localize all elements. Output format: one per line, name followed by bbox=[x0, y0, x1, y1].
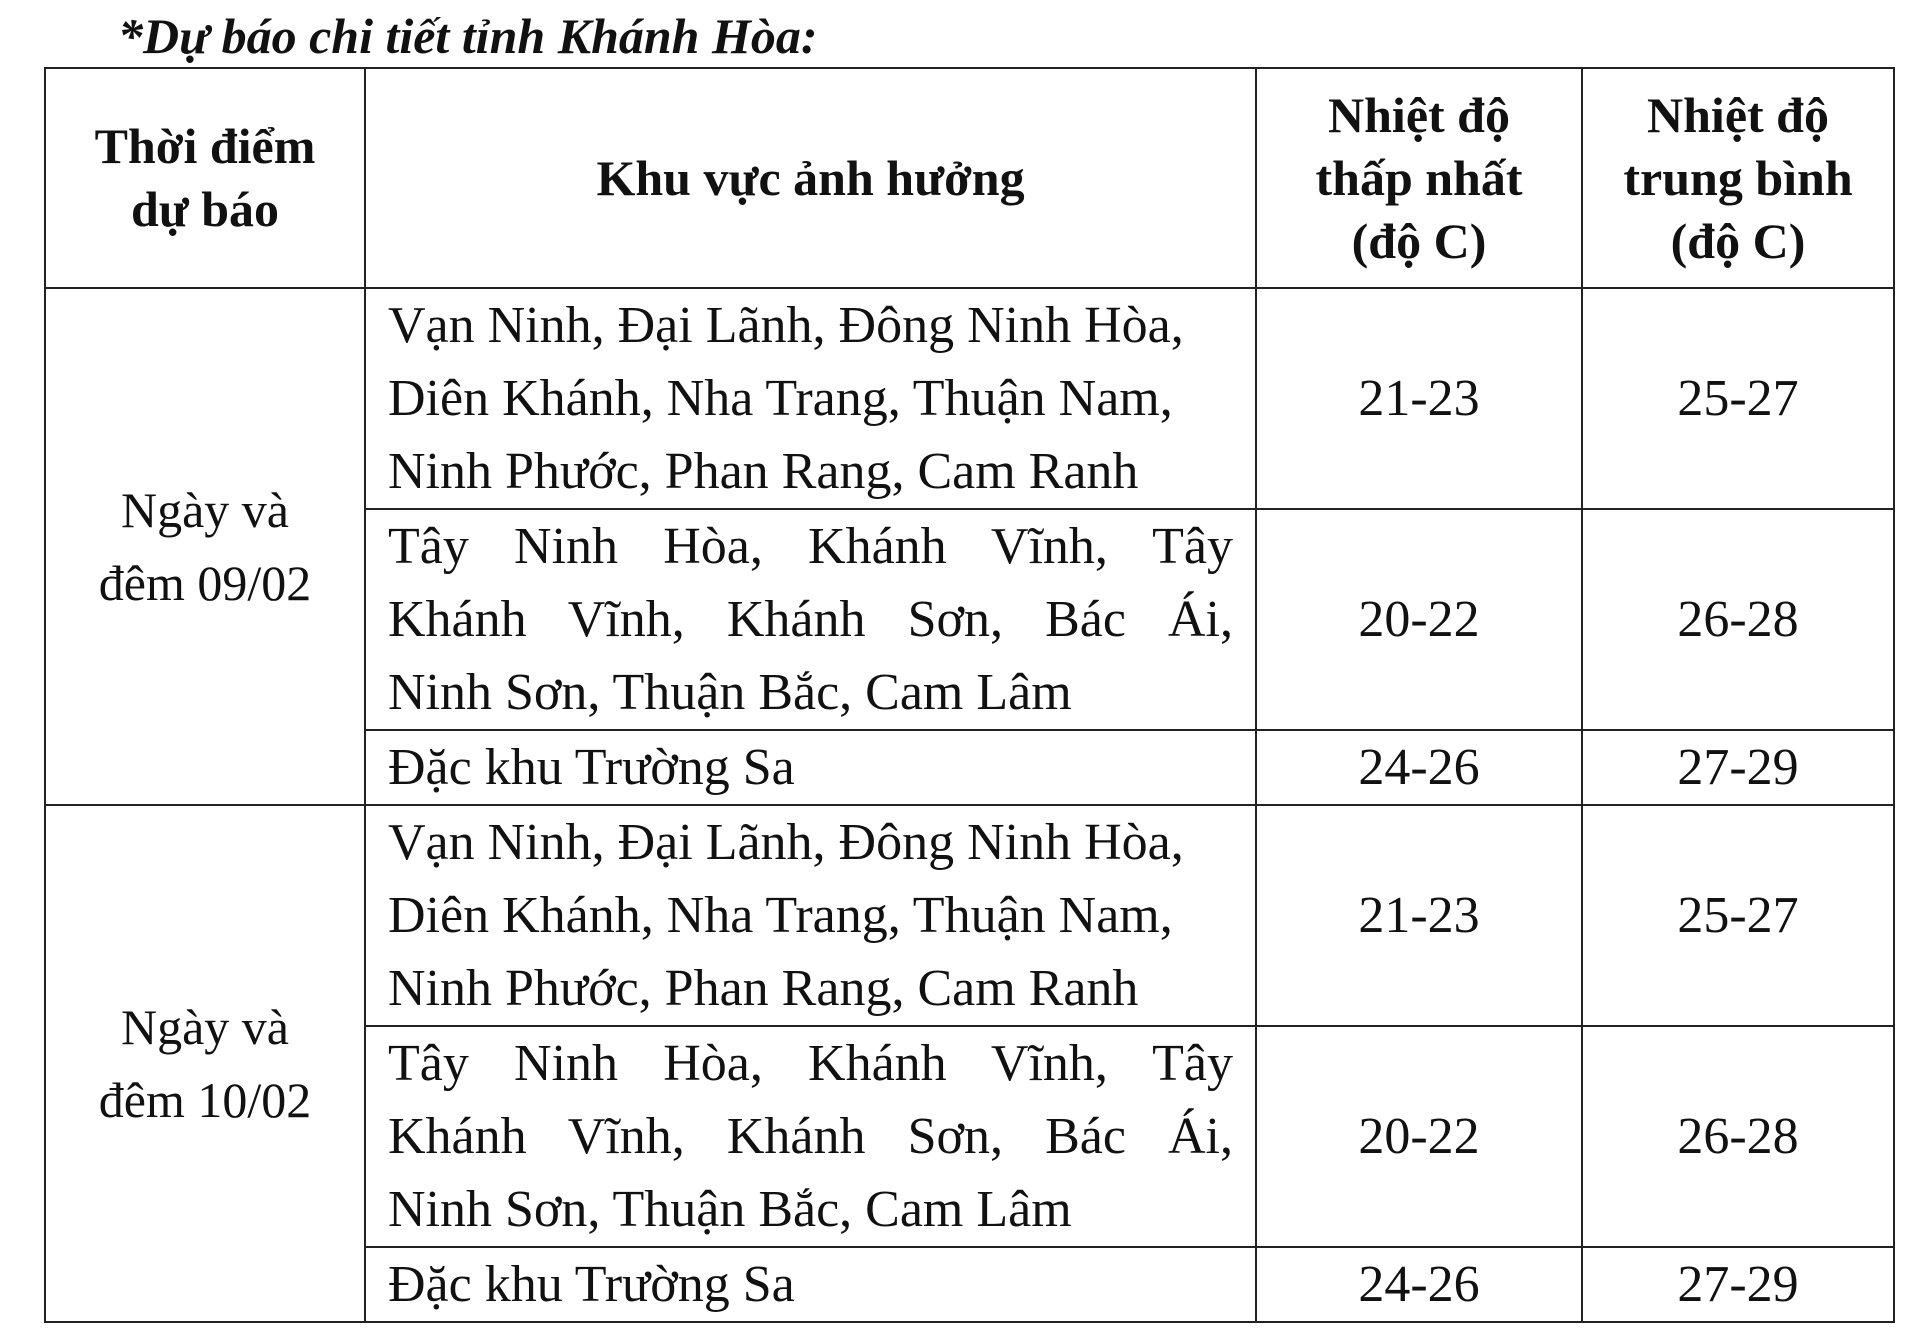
avg-temp-cell: 25-27 bbox=[1582, 288, 1894, 509]
forecast-table bbox=[44, 67, 1895, 1323]
header-avg-temp-line: trung bình bbox=[1623, 149, 1853, 206]
avg-temp-cell: 26-28 bbox=[1582, 1026, 1894, 1247]
area-line: Ninh Sơn, Thuận Bắc, Cam Lâm bbox=[388, 1181, 1072, 1238]
time-line: Ngày và bbox=[121, 481, 289, 538]
min-temp-cell: 20-22 bbox=[1256, 509, 1582, 730]
header-time-line: dự báo bbox=[130, 181, 280, 237]
area-cell bbox=[365, 1247, 1256, 1322]
avg-temp-cell: 25-27 bbox=[1582, 805, 1894, 1026]
area-line: Đặc khu Trường Sa bbox=[388, 1256, 795, 1313]
avg-temp-cell: 26-28 bbox=[1582, 509, 1894, 730]
header-min-temp-line: (độ C) bbox=[1351, 212, 1487, 269]
min-temp-cell: 24-26 bbox=[1256, 730, 1582, 805]
area-cell bbox=[365, 509, 1256, 730]
time-line: đêm 09/02 bbox=[98, 554, 312, 611]
min-temp-cell: 21-23 bbox=[1256, 805, 1582, 1026]
area-line: Ninh Phước, Phan Rang, Cam Ranh bbox=[388, 960, 1139, 1017]
header-row bbox=[45, 68, 1894, 288]
area-cell bbox=[365, 730, 1256, 805]
table-row bbox=[45, 805, 1894, 1026]
area-line: Diên Khánh, Nha Trang, Thuận Nam, bbox=[388, 370, 1173, 427]
min-temp-cell: 21-23 bbox=[1256, 288, 1582, 509]
header-avg-temp-line: (độ C) bbox=[1670, 212, 1806, 269]
time-line: đêm 10/02 bbox=[98, 1071, 312, 1128]
header-time-line: Thời điểm bbox=[94, 118, 316, 174]
header-time bbox=[45, 68, 365, 288]
area-line: Vạn Ninh, Đại Lãnh, Đông Ninh Hòa, bbox=[388, 297, 1184, 354]
area-cell bbox=[365, 805, 1256, 1026]
header-area-label: Khu vực ảnh hưởng bbox=[596, 149, 1025, 206]
header-min-temp-line: thấp nhất bbox=[1315, 149, 1523, 206]
page-heading: *Dự báo chi tiết tỉnh Khánh Hòa: bbox=[118, 8, 818, 64]
area-cell bbox=[365, 288, 1256, 509]
time-cell bbox=[45, 805, 365, 1322]
header-min-temp-line: Nhiệt độ bbox=[1328, 86, 1510, 143]
area-line: Ninh Sơn, Thuận Bắc, Cam Lâm bbox=[388, 664, 1072, 721]
time-cell bbox=[45, 288, 365, 805]
area-line: Tây Ninh Hòa, Khánh Vĩnh, Tây bbox=[388, 518, 1233, 575]
table-row bbox=[45, 288, 1894, 509]
avg-temp-cell: 27-29 bbox=[1582, 1247, 1894, 1322]
header-avg-temp bbox=[1582, 68, 1894, 288]
avg-temp-cell: 27-29 bbox=[1582, 730, 1894, 805]
area-cell bbox=[365, 1026, 1256, 1247]
header-min-temp bbox=[1256, 68, 1582, 288]
area-line: Đặc khu Trường Sa bbox=[388, 739, 795, 796]
min-temp-cell: 24-26 bbox=[1256, 1247, 1582, 1322]
time-line: Ngày và bbox=[121, 998, 289, 1055]
area-line: Khánh Vĩnh, Khánh Sơn, Bác Ái, bbox=[388, 1108, 1233, 1165]
area-line: Diên Khánh, Nha Trang, Thuận Nam, bbox=[388, 887, 1173, 944]
min-temp-cell: 20-22 bbox=[1256, 1026, 1582, 1247]
header-avg-temp-line: Nhiệt độ bbox=[1647, 86, 1829, 143]
area-line: Tây Ninh Hòa, Khánh Vĩnh, Tây bbox=[388, 1035, 1233, 1092]
header-area bbox=[365, 68, 1256, 288]
area-line: Vạn Ninh, Đại Lãnh, Đông Ninh Hòa, bbox=[388, 814, 1184, 871]
area-line: Ninh Phước, Phan Rang, Cam Ranh bbox=[388, 443, 1139, 500]
area-line: Khánh Vĩnh, Khánh Sơn, Bác Ái, bbox=[388, 591, 1233, 648]
